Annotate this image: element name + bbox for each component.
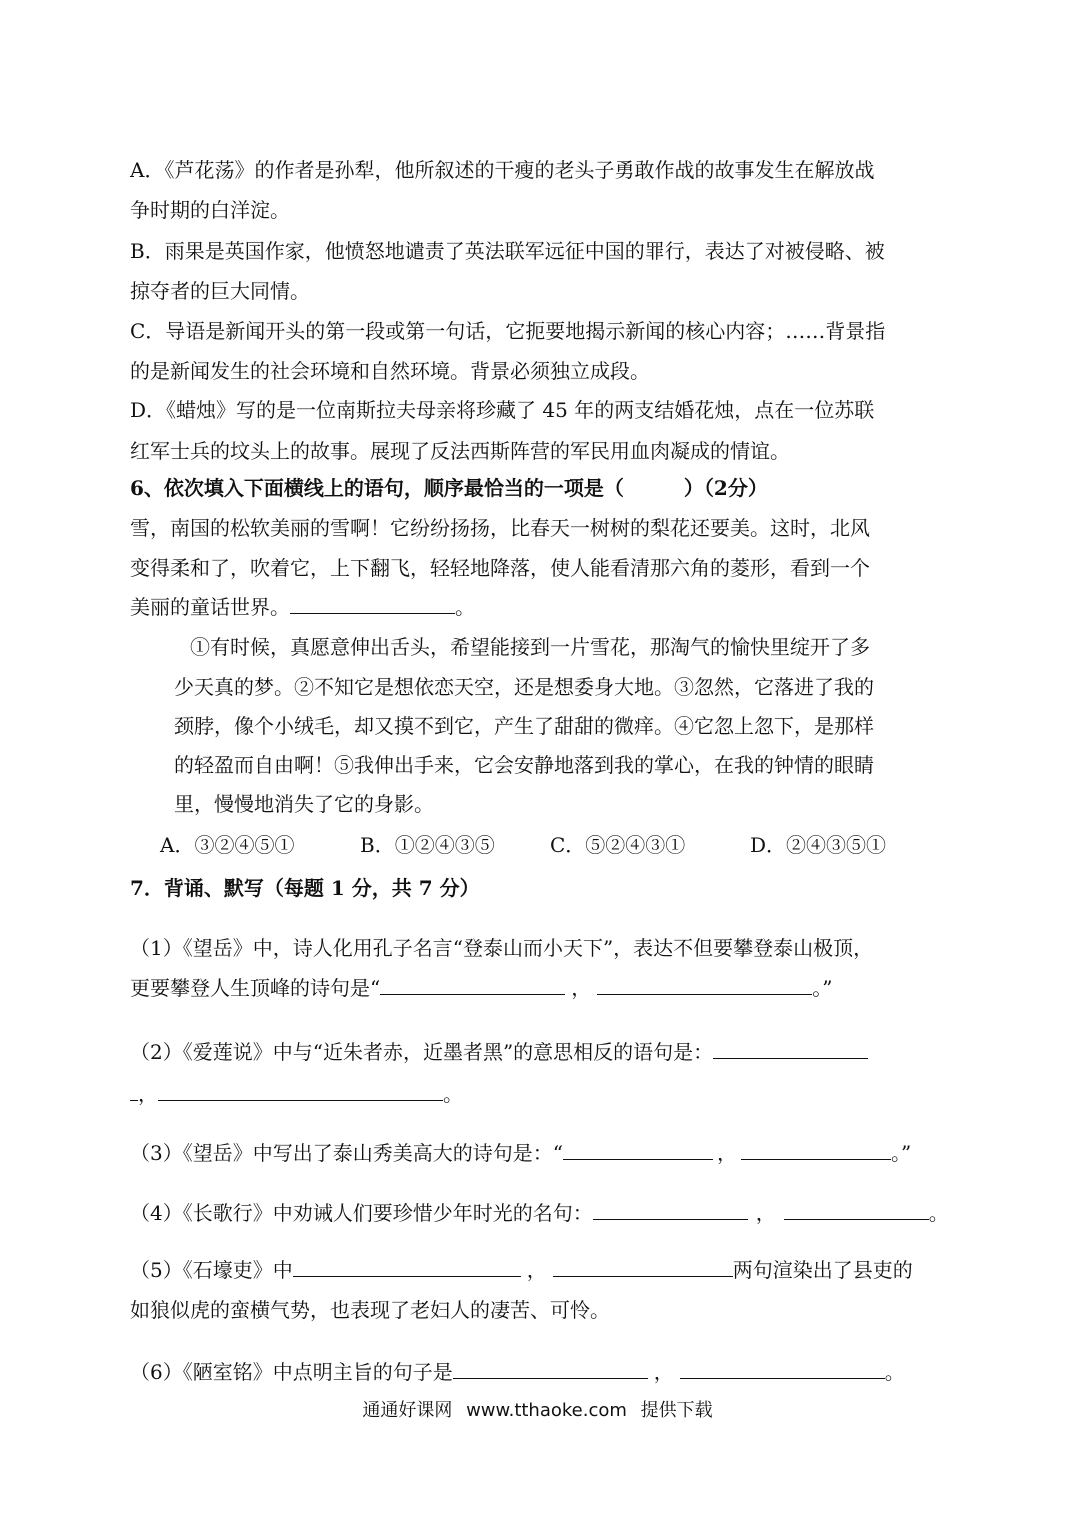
q6-choice-c[interactable]: C．⑤②④③① bbox=[550, 833, 686, 857]
q6-passage-line-1: 雪，南国的松软美丽的雪啊！它纷纷扬扬，比春天一树树的梨花还要美。这时，北风 bbox=[130, 516, 870, 540]
option-a-line-1: A．《芦花荡》的作者是孙犁，他所叙述的干瘦的老头子勇敢作战的故事发生在解放战 bbox=[130, 158, 875, 182]
option-b-line-2: 掠夺者的巨大同情。 bbox=[130, 279, 310, 303]
q7-item-5-blank-2[interactable] bbox=[553, 1254, 733, 1277]
page-footer bbox=[0, 1396, 1075, 1426]
q7-item-4-prompt: （4）《长歌行》中劝诫人们要珍惜少年时光的名句： bbox=[130, 1201, 593, 1225]
q7-item-2-line-2 bbox=[130, 1074, 463, 1114]
option-d-line-2: 红军士兵的坟头上的故事。展现了反法西斯阵营的军民用血肉凝成的情谊。 bbox=[130, 439, 790, 463]
footer-note: 提供下载 bbox=[640, 1400, 713, 1421]
q7-item-1-end: 。” bbox=[812, 976, 833, 1000]
q7-item-3-line bbox=[130, 1133, 911, 1173]
q7-item-1-line-1: （1）《望岳》中，诗人化用孔子名言“登泰山而小天下”，表达不但要攀登泰山极顶， bbox=[130, 936, 874, 960]
q7-item-2-blank-2[interactable] bbox=[158, 1078, 443, 1101]
q7-item-6-prompt: （6）《陋室铭》中点明主旨的句子是 bbox=[130, 1360, 453, 1384]
q7-item-4-end: 。 bbox=[928, 1201, 949, 1225]
option-c-line-1: C．导语是新闻开头的第一段或第一句话，它扼要地揭示新闻的核心内容；……背景指 bbox=[130, 319, 886, 343]
q7-item-3-blank-2[interactable] bbox=[741, 1137, 891, 1160]
q7-item-4-sep: ， bbox=[755, 1201, 776, 1225]
q7-item-5-line-1 bbox=[130, 1250, 913, 1290]
q7-item-3-prompt: （3）《望岳》中写出了泰山秀美高大的诗句是：“ bbox=[130, 1141, 563, 1165]
q6-choice-b[interactable]: B．①②④③⑤ bbox=[360, 833, 495, 857]
q7-item-2-end: 。 bbox=[443, 1082, 463, 1106]
q7-item-3-sep: ， bbox=[716, 1141, 737, 1165]
q7-item-3-end: 。” bbox=[890, 1141, 912, 1165]
q7-item-4-line bbox=[130, 1193, 949, 1233]
option-b-line-1: B．雨果是英国作家，他愤怒地谴责了英法联军远征中国的罪行，表达了对被侵略、被 bbox=[130, 239, 885, 263]
q7-item-2-prompt: （2）《爱莲说》中与“近朱者赤，近墨者黑”的意思相反的语句是： bbox=[130, 1040, 714, 1064]
q6-choice-d[interactable]: D．②④③⑤① bbox=[750, 833, 887, 857]
q7-item-1-blank-1[interactable] bbox=[380, 972, 565, 995]
q6-sentence-line-4: 的轻盈而自由啊！⑤我伸出手来，它会安静地落到我的掌心，在我的钟情的眼睛 bbox=[174, 753, 874, 777]
q6-choice-a[interactable]: A．③②④⑤① bbox=[160, 833, 295, 857]
option-d-line-1: D．《蜡烛》写的是一位南斯拉夫母亲将珍藏了 45 年的两支结婚花烛，点在一位苏联 bbox=[130, 398, 875, 422]
q6-passage-text: 美丽的童话世界。 bbox=[130, 595, 290, 619]
q7-item-6-end: 。 bbox=[884, 1360, 905, 1384]
q6-sentence-line-2: 少天真的梦。②不知它是想依恋天空，还是想委身大地。③忽然，它落进了我的 bbox=[174, 675, 874, 699]
q7-item-2-blank-1-cont[interactable] bbox=[130, 1078, 138, 1101]
q7-item-1-line-2 bbox=[130, 968, 832, 1008]
q6-sentence-line-1: ①有时候，真愿意伸出舌头，希望能接到一片雪花，那淘气的愉快里绽开了多 bbox=[190, 635, 870, 659]
q6-sentence-line-3: 颈脖，像个小绒毛，却又摸不到它，产生了甜甜的微痒。④它忽上忽下，是那样 bbox=[174, 714, 874, 738]
q6-passage-line-2: 变得柔和了，吹着它，上下翻飞，轻轻地降落，使人能看清那六角的菱形，看到一个 bbox=[130, 556, 870, 580]
footer-site-name: 通通好课网 bbox=[362, 1400, 453, 1421]
q7-item-2-blank-1[interactable] bbox=[713, 1036, 868, 1059]
q7-item-6-blank-2[interactable] bbox=[680, 1356, 885, 1379]
q6-passage-line-3 bbox=[130, 587, 475, 627]
q7-item-6-blank-1[interactable] bbox=[453, 1356, 648, 1379]
q7-item-6-line bbox=[130, 1352, 905, 1392]
q7-item-5-line-2: 如狼似虎的蛮横气势，也表现了老妇人的凄苦、可怜。 bbox=[130, 1298, 610, 1322]
q6-answer-blank[interactable] bbox=[290, 591, 455, 614]
footer-url-link[interactable]: www.tthaoke.com bbox=[466, 1400, 627, 1421]
q7-item-5-tail: 两句渲染出了县吏的 bbox=[732, 1258, 913, 1282]
q6-passage-end: 。 bbox=[455, 595, 475, 619]
q7-item-5-blank-1[interactable] bbox=[293, 1254, 521, 1277]
q7-item-1-blank-2[interactable] bbox=[597, 972, 812, 995]
q7-item-1-sep: ， bbox=[571, 976, 592, 1000]
q7-item-2-line-1 bbox=[130, 1032, 868, 1072]
q7-item-4-blank-1[interactable] bbox=[593, 1197, 748, 1220]
q7-item-6-sep: ， bbox=[653, 1360, 674, 1384]
q6-choices bbox=[160, 825, 886, 865]
q7-item-2-sep: ， bbox=[138, 1082, 158, 1106]
q7-item-3-blank-1[interactable] bbox=[563, 1137, 713, 1160]
q7-item-5-sep: ， bbox=[526, 1258, 547, 1282]
option-c-line-2: 的是新闻发生的社会环境和自然环境。背景必须独立成段。 bbox=[130, 359, 650, 383]
q7-item-4-blank-2[interactable] bbox=[784, 1197, 929, 1220]
question-7-title: 7．背诵、默写（每题 1 分，共 7 分） bbox=[130, 876, 480, 900]
question-6-title: 6、依次填入下面横线上的语句，顺序最恰当的一项是（ ）（2分） bbox=[130, 476, 768, 500]
option-a-line-2: 争时期的白洋淀。 bbox=[130, 198, 290, 222]
q7-item-5-prompt: （5）《石壕吏》中 bbox=[130, 1258, 293, 1282]
q7-item-1-prompt: 更要攀登人生顶峰的诗句是“ bbox=[130, 976, 381, 1000]
q6-sentence-line-5: 里，慢慢地消失了它的身影。 bbox=[174, 792, 434, 816]
